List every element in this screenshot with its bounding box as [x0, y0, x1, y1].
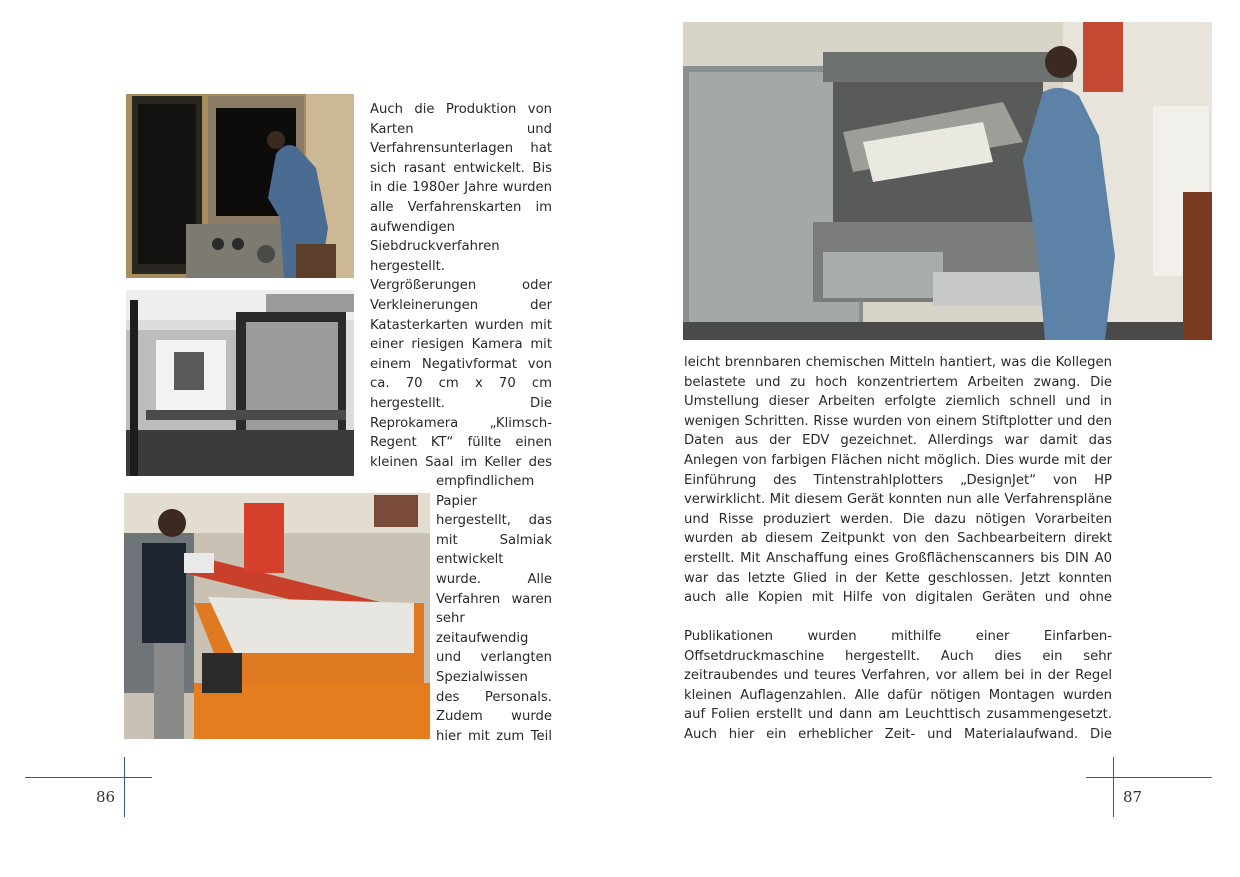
left-text-wrap: empfindlichem Papier hergestellt, das mit Salmiak entwickelt wurde. Alle Verfahren waren sehr zeitaufwendig und verlangten Spezialwissen des Personals. Zudem wurde hier mit zum Teil	[436, 474, 552, 744]
crop-line-left-horizontal	[25, 777, 152, 778]
page-number-right: 87	[1123, 788, 1143, 806]
right-paragraph-2: Publikationen wurden mithilfe einer Einfarben-Offsetdruckmaschine hergestellt. Auch dies ein sehr zeitraubendes und teures Verfahren, vor allem bei in der Regel kleinen Auflagenzahlen. Alle dafür nötigen Montagen wurden auf Folien erstellt und dann am Leuchttisch zusammengesetzt. Auch hier ein erheblicher Zeit- und Materialaufwand. Die	[684, 629, 1112, 742]
crop-line-right-horizontal	[1086, 777, 1212, 778]
photo-klimsch-regent-camera	[126, 290, 354, 476]
photo-screenprint-table	[124, 493, 430, 739]
photo-plotter-operator	[683, 22, 1212, 340]
page-number-left: 86	[96, 788, 116, 806]
crop-line-right-vertical	[1113, 757, 1114, 817]
left-text-main: Auch die Produktion von Karten und Verfahrensunterlagen hat sich rasant entwickelt. Bis in die 1980er Jahre wurden alle Verfahrenskarten im aufwendigen Siebdruckverfahren hergestellt. Vergrößerungen oder Verkleinerungen der Katasterkarten wurden mit einer riesigen Kamera mit einem Negativformat von ca. 70 cm x 70 cm hergestellt. Die Reprokamera „Klimsch-Regent KT“ füllte einen kleinen Saal im Keller des	[370, 102, 552, 470]
crop-line-left-vertical	[124, 757, 125, 817]
photo-reprocamera-operator	[126, 94, 354, 278]
right-paragraph-1: leicht brennbaren chemischen Mitteln hantiert, was die Kollegen belastete und zu hoch konzentriertem Arbeiten zwang. Die Umstellung dieser Arbeiten erfolgte ziemlich schnell und in wenigen Schritten. Risse wurden von einem Stiftplotter und den Daten aus der EDV gezeichnet. Allerdings war damit das Anlegen von farbigen Flächen nicht möglich. Dies wurde mit der Einführung des Tintenstrahlplotters „DesignJet“ von HP verwirklicht. Mit diesem Gerät konnten nun alle Verfahrenspläne und Risse produziert werden. Die dazu nötigen Vorarbeiten wurden ab diesem Zeitpunkt von den Sachbearbeitern direkt erstellt. Mit Anschaffung eines Großflächenscanners bis DIN A0 war das letzte Glied in der Kette geschlossen. Jetzt konnten auch alle Kopien mit Hilfe von digitalen Geräten und ohne	[684, 355, 1112, 606]
